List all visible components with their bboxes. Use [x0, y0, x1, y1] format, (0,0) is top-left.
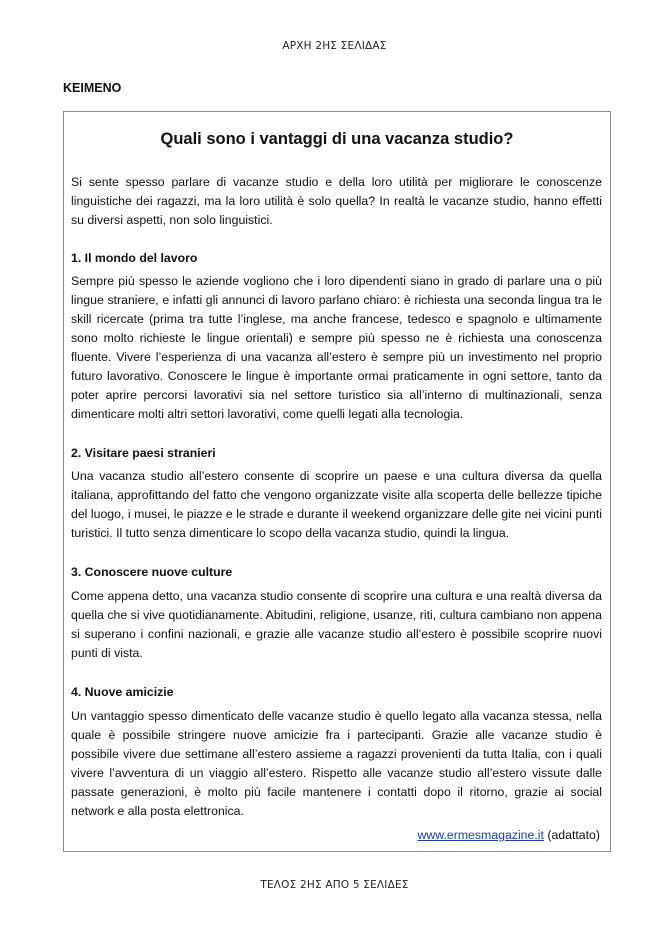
section-label: ΚΕΙΜΕΝΟ: [63, 81, 122, 95]
section-1: [71, 249, 602, 424]
article-title: Quali sono i vantaggi di una vacanza studio?: [160, 130, 514, 148]
source-link[interactable]: www.ermesmagazine.it: [417, 828, 544, 842]
section-paragraph: Un vantaggio spesso dimenticato delle vacanze studio è quello legato alla vacanza stessa, nella quale è possibile stringere nuove amicizie fra i partecipanti. Grazie alle vacanze studio è possibile vivere due settimane all’estero assieme a ragazzi provenienti da tutta Italia, con i quali vivere l’avventura di un viaggio all’estero. Rispetto alle vacanze studio all’estero vissute dalle passate generazioni, è molto più facile mantenere i contatti dopo il ritorno, grazie ai social network e alla posta elettronica.: [71, 709, 602, 818]
article-box: [63, 111, 611, 852]
section-2: [71, 444, 602, 543]
section-heading: 1. Il mondo del lavoro: [71, 251, 198, 265]
section-3: [71, 563, 602, 663]
source-note: (adattato): [543, 828, 600, 842]
page-footer: ΤΕΛΟΣ 2ΗΣ ΑΠΟ 5 ΣΕΛΙΔΕΣ: [260, 879, 409, 891]
section-paragraph: Come appena detto, una vacanza studio consente di scoprire una cultura e una realtà diversa da quella che si vive quotidianamente. Abitudini, religione, usanze, riti, cultura cambiano non appena si superano i confini nazionali, e grazie alle vacanze studio all’estero è possibile scoprire nuovi punti di vista.: [71, 589, 602, 660]
section-paragraph: Una vacanza studio all’estero consente di scoprire un paese e una cultura diversa da quella italiana, approfittando del fatto che vengono organizzate visite alla scoperta delle bellezze tipiche del luogo, i musei, le piazze e le strade e durante il weekend organizzare delle gite nei vicini punti turistici. Il tutto senza dimenticare lo scopo della vacanza studio, quindi la lingua.: [71, 469, 602, 540]
source-citation: [418, 828, 601, 842]
section-4: [71, 683, 602, 821]
section-paragraph: Sempre più spesso le aziende vogliono che i loro dipendenti siano in grado di parlare una o più lingue straniere, e infatti gli annunci di lavoro parlano chiaro: è richiesta una seconda lingua tra le skill ricercate (prima tra tutte l’inglese, ma anche francese, tedesco e spagnolo e ultimamente sono molto richieste le lingue orientali) e sempre più spesso ne è richiesta una conoscenza fluente. Vivere l’esperienza di una vacanza all’estero è sempre più un investimento nel proprio futuro lavorativo. Conoscere le lingue è importante ormai praticamente in ogni settore, tanto da poter aprire percorsi lavorativi sia nel settore turistico sia all’interno di multinazionali, senza dimenticare molti altri settori lavorativi, come quelli legati alla tecnologia.: [71, 274, 602, 421]
intro-section: [71, 173, 602, 230]
section-heading: 3. Conoscere nuove culture: [71, 565, 233, 579]
intro-paragraph: Si sente spesso parlare di vacanze studio e della loro utilità per migliorare le conoscenze linguistiche dei ragazzi, ma la loro utilità è solo quella? In realtà le vacanze studio, hanno effetti su diversi aspetti, non solo linguistici.: [71, 175, 602, 227]
section-heading: 2. Visitare paesi stranieri: [71, 446, 216, 460]
page-header: ΑΡΧΗ 2ΗΣ ΣΕΛΙΔΑΣ: [282, 40, 387, 52]
section-heading: 4. Nuove amicizie: [71, 685, 174, 699]
